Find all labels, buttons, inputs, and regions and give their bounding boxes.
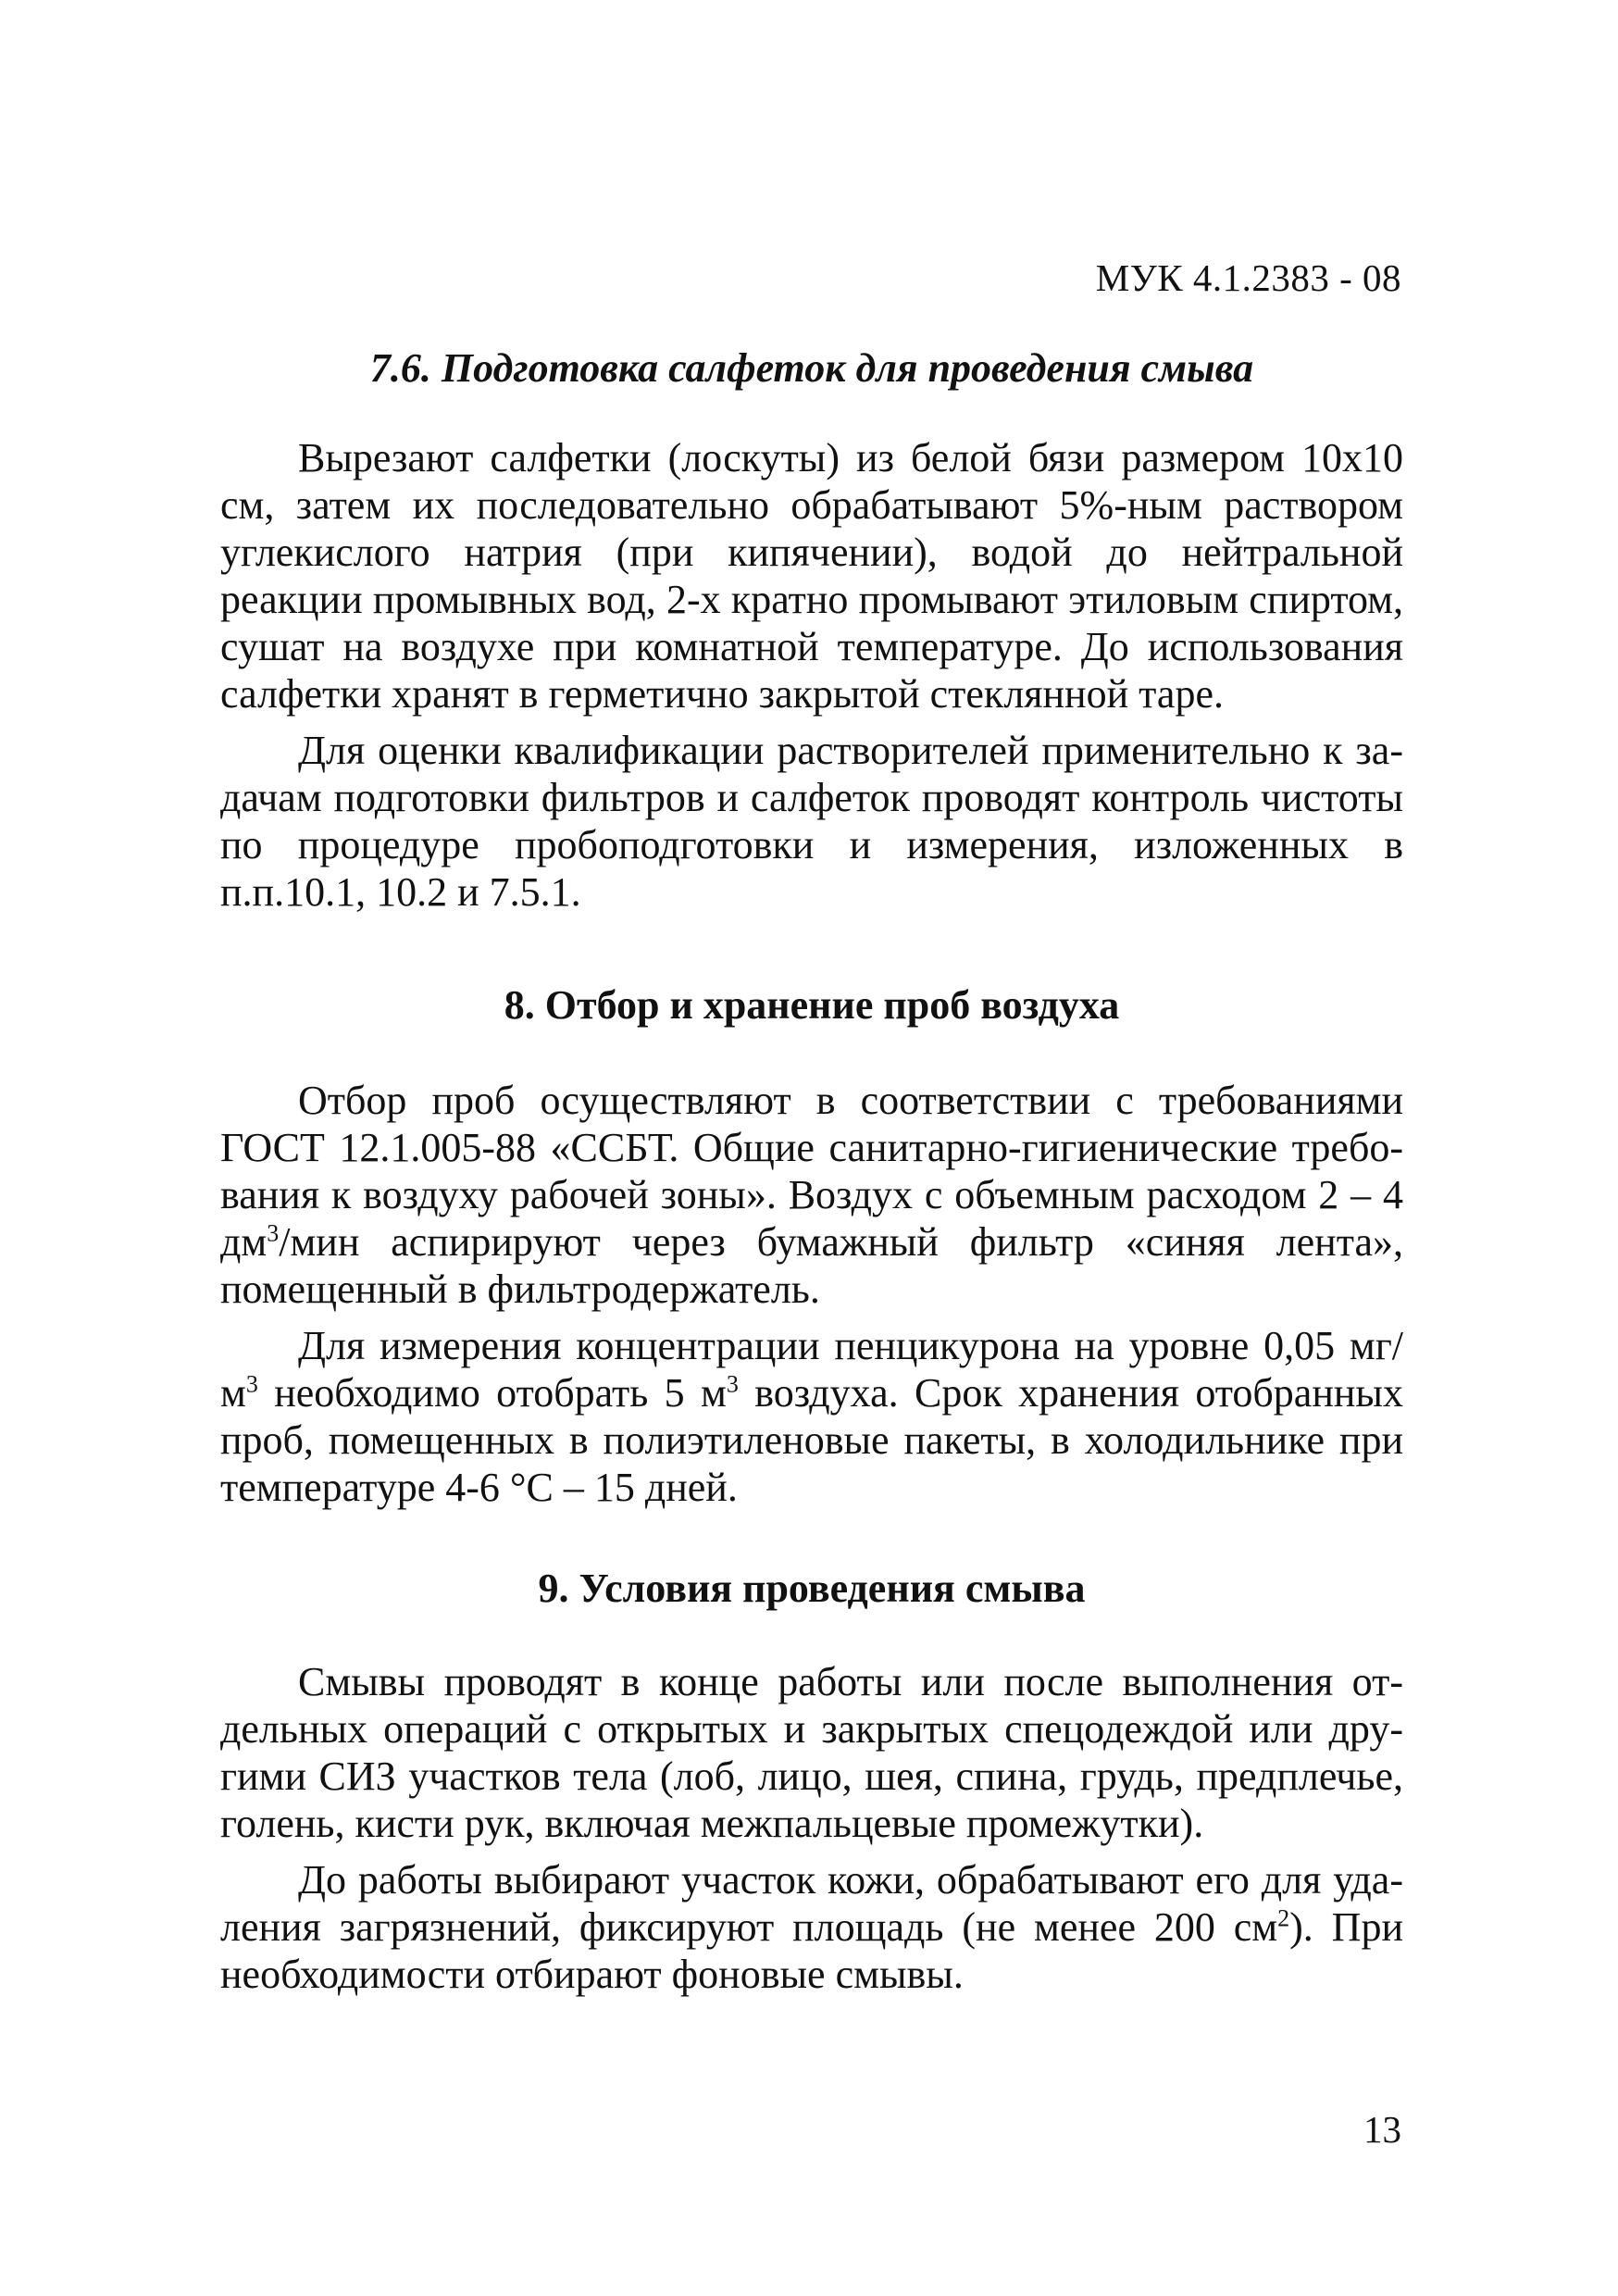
section-9 xyxy=(220,1565,1403,2007)
section-8-p2-text-c: воздуха. Срок хранения отобранных проб, помещенных в полиэтиленовые пакеты, в холодильнике при температуре 4-6 °С – 15 дней. xyxy=(220,1370,1403,1510)
section-8-p1-text-a: Отбор проб осуществляют в соответствии с требованиями ГОСТ 12.1.005-88 «ССБТ. Общие санитарно-гигиенические требования к воздуху рабочей зоны». Воздух с объемным расходом 2 – 4 дм xyxy=(220,1078,1403,1265)
section-7-6-paragraph-2: Для оценки квалификации растворителей применительно к задачам подготовки фильтров и салфеток проводят контроль чистоты по процедуре пробоподготовки и измерения, изложенных в п.п.10.1, 10.2 и 7.5.1. xyxy=(220,728,1403,915)
page-number: 13 xyxy=(1363,2108,1401,2151)
cubic-superscript: 3 xyxy=(267,1219,280,1247)
section-7-6 xyxy=(220,344,1403,925)
section-7-6-paragraph-1: Вырезают салфетки (лоскуты) из белой бязи размером 10х10 см, затем их последовательно обрабатывают 5%-ным раствором углекислого натрия (при кипячении), водой до нейтральной реакции промывных вод, 2-х кратно промывают этиловым спиртом, сушат на воздухе при комнатной температуре. До использования салфетки хранят в герметично закрытой стеклянной таре. xyxy=(220,435,1403,717)
section-9-title: 9. Условия проведения смыва xyxy=(538,1566,1086,1611)
cubic-superscript: 3 xyxy=(245,1370,258,1398)
section-7-6-title: 7.6. Подготовка салфеток для проведения смыва xyxy=(369,345,1254,391)
section-9-p2-text-a: До работы выбирают участок кожи, обрабатывают его для удаления загрязнений, фиксируют площадь (не менее 200 см xyxy=(220,1857,1403,1950)
section-9-p2-text-b: ). При необходимости отбирают фоновые смывы. xyxy=(220,1904,1403,1997)
section-9-paragraph-2 xyxy=(220,1856,1403,1998)
section-9-paragraph-1: Смывы проводят в конце работы или после выполнения отдельных операций с открытых и закрытых спецодеждой или другими СИЗ участков тела (лоб, лицо, шея, спина, грудь, предплечье, голень, кисти рук, включая межпальцевые промежутки). xyxy=(220,1659,1403,1846)
section-8-p1-text-b: /мин аспирируют через бумажный фильтр «синяя лента», помещенный в фильтродержатель. xyxy=(220,1219,1403,1312)
section-8-p2-text-b: необходимо отобрать 5 м xyxy=(257,1370,727,1416)
section-8-title: 8. Отбор и хранение проб воздуха xyxy=(504,982,1120,1028)
section-8-paragraph-1 xyxy=(220,1077,1403,1313)
section-8 xyxy=(220,981,1403,1520)
cubic-superscript: 3 xyxy=(726,1370,739,1398)
section-8-p2-text-a: Для измерения концентрации пенцикурона на уровне 0,05 мг/м xyxy=(220,1323,1403,1416)
square-superscript: 2 xyxy=(1277,1904,1290,1932)
section-8-paragraph-2 xyxy=(220,1322,1403,1511)
document-code: МУК 4.1.2383 - 08 xyxy=(1095,256,1401,299)
